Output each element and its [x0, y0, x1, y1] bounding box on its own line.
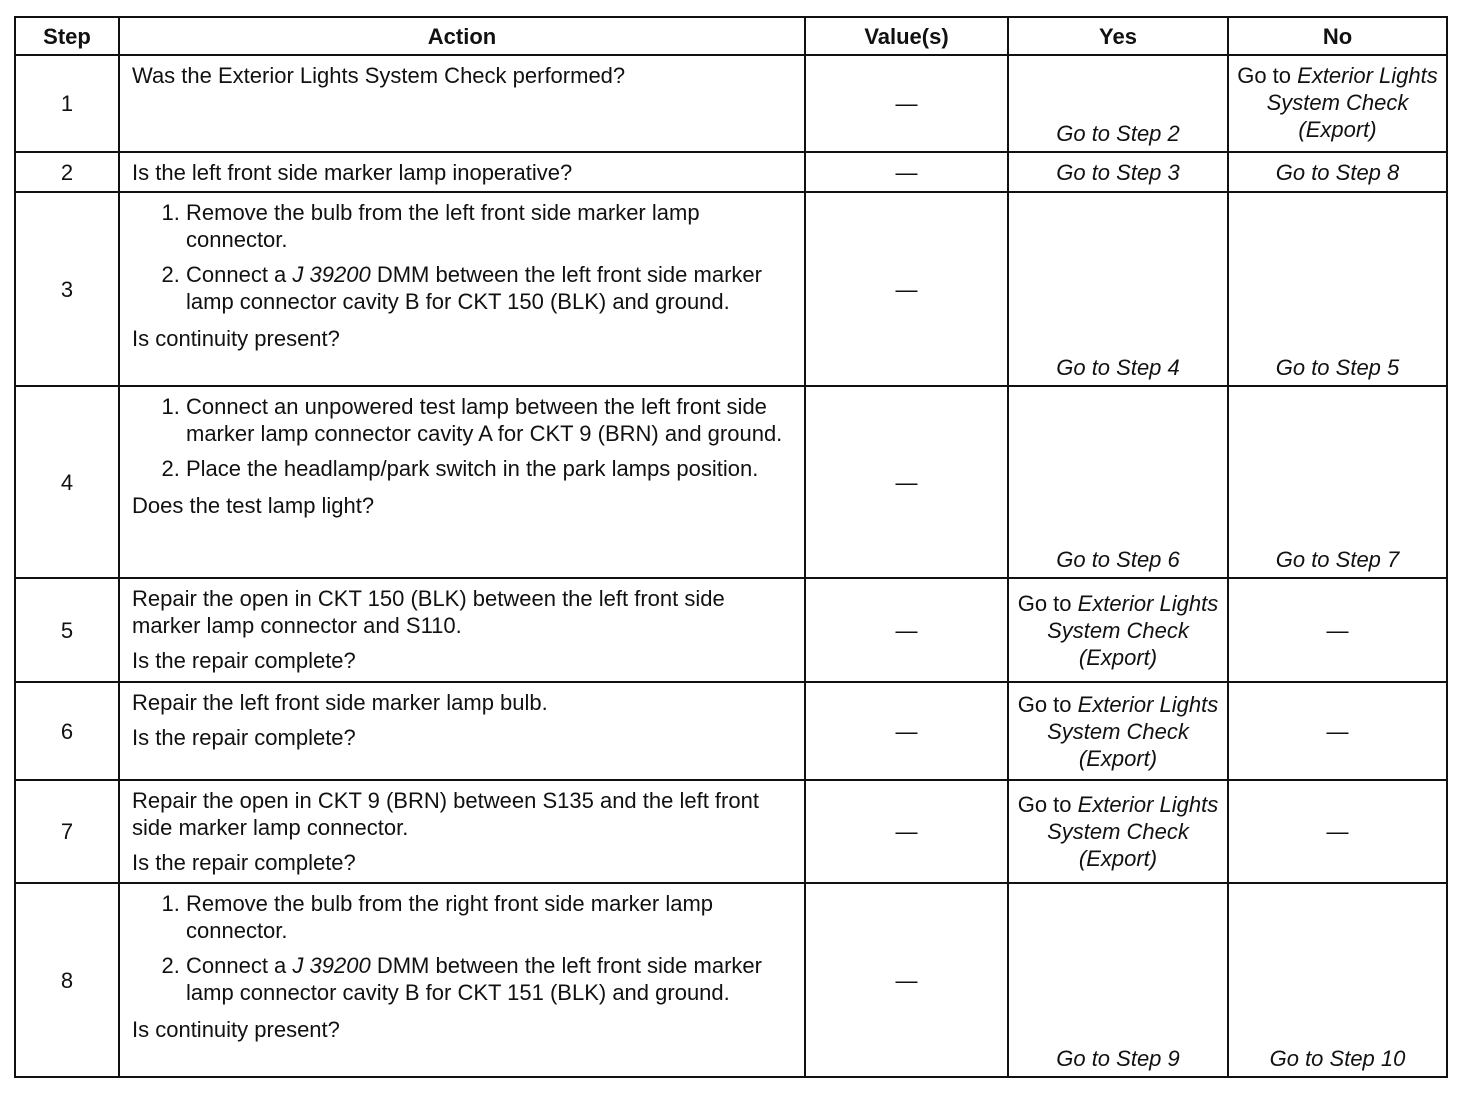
tool-reference: J 39200 [292, 262, 371, 287]
header-yes: Yes [1008, 17, 1228, 55]
no-cell: — [1228, 578, 1447, 682]
action-text: Repair the left front side marker lamp bulb. [132, 690, 548, 715]
action-question: Is the repair complete? [132, 850, 356, 875]
value-cell: — [805, 578, 1008, 682]
no-cell: — [1228, 682, 1447, 780]
no-link-target[interactable]: Exterior Lights System Check (Export) [1266, 63, 1438, 142]
no-link-prefix: Go to [1237, 63, 1298, 88]
header-no: No [1228, 17, 1447, 55]
table-row-step-6 [15, 682, 1447, 780]
step-number: 1 [15, 55, 119, 152]
yes-cell[interactable]: Go to Step 4 [1008, 192, 1228, 386]
no-cell[interactable] [1228, 55, 1447, 152]
yes-cell[interactable]: Go to Step 9 [1008, 883, 1228, 1077]
action-question: Is the repair complete? [132, 648, 356, 673]
value-cell: — [805, 883, 1008, 1077]
action-question: Is the repair complete? [132, 725, 356, 750]
instruction-item: 1. Remove the bulb from the left front side marker lamp connector. [186, 199, 794, 253]
yes-cell[interactable]: Go to Step 6 [1008, 386, 1228, 578]
instruction-item [186, 952, 794, 1006]
value-cell: — [805, 192, 1008, 386]
no-cell: — [1228, 780, 1447, 883]
yes-cell[interactable] [1008, 578, 1228, 682]
value-cell: — [805, 780, 1008, 883]
action-question: Is continuity present? [132, 1017, 340, 1042]
table-row-step-3 [15, 192, 1447, 386]
header-step: Step [15, 17, 119, 55]
yes-link-prefix: Go to [1017, 792, 1078, 817]
instruction-text: DMM between the left front side marker lamp connector cavity B for CKT 150 (BLK) and ground. [186, 262, 762, 314]
action-cell [119, 578, 805, 682]
table-row-step-1 [15, 55, 1447, 152]
instruction-list [132, 199, 794, 315]
action-question: Is the left front side marker lamp inoperative? [132, 159, 573, 185]
no-cell[interactable]: Go to Step 8 [1228, 152, 1447, 192]
header-row [15, 17, 1447, 55]
no-cell[interactable]: Go to Step 5 [1228, 192, 1447, 386]
action-cell [119, 152, 805, 192]
no-cell[interactable]: Go to Step 10 [1228, 883, 1447, 1077]
yes-cell[interactable]: Go to Step 3 [1008, 152, 1228, 192]
yes-cell[interactable] [1008, 780, 1228, 883]
step-number: 6 [15, 682, 119, 780]
header-values: Value(s) [805, 17, 1008, 55]
yes-cell[interactable]: Go to Step 2 [1008, 55, 1228, 152]
instruction-item: 1. Remove the bulb from the right front side marker lamp connector. [186, 890, 794, 944]
yes-cell[interactable] [1008, 682, 1228, 780]
action-question: Is continuity present? [132, 326, 340, 351]
instruction-list [132, 890, 794, 1006]
value-cell: — [805, 682, 1008, 780]
value-cell: — [805, 386, 1008, 578]
action-cell [119, 883, 805, 1077]
action-text: Repair the open in CKT 9 (BRN) between S135 and the left front side marker lamp connector. [132, 788, 759, 840]
no-cell[interactable]: Go to Step 7 [1228, 386, 1447, 578]
step-number: 5 [15, 578, 119, 682]
step-number: 3 [15, 192, 119, 386]
diagnostic-table [14, 16, 1448, 1078]
table-row-step-2 [15, 152, 1447, 192]
step-number: 4 [15, 386, 119, 578]
header-action: Action [119, 17, 805, 55]
action-text: Repair the open in CKT 150 (BLK) between the left front side marker lamp connector and S110. [132, 586, 725, 638]
instruction-item [186, 261, 794, 315]
action-question: Does the test lamp light? [132, 493, 375, 518]
yes-link-target[interactable]: Exterior Lights System Check (Export) [1047, 792, 1219, 871]
table-row-step-8 [15, 883, 1447, 1077]
step-number: 8 [15, 883, 119, 1077]
action-cell [119, 55, 805, 152]
instruction-text: Connect a [186, 953, 293, 978]
tool-reference: J 39200 [292, 953, 371, 978]
action-cell [119, 780, 805, 883]
yes-link-target[interactable]: Exterior Lights System Check (Export) [1047, 691, 1219, 771]
table-row-step-4 [15, 386, 1447, 578]
instruction-item: 2. Place the headlamp/park switch in the park lamps position. [186, 455, 794, 482]
table-row-step-5 [15, 578, 1447, 682]
instruction-text: DMM between the left front side marker lamp connector cavity B for CKT 151 (BLK) and ground. [186, 953, 762, 1005]
step-number: 7 [15, 780, 119, 883]
yes-link-target[interactable]: Exterior Lights System Check (Export) [1047, 590, 1219, 670]
action-cell [119, 386, 805, 578]
value-cell: — [805, 152, 1008, 192]
instruction-list [132, 393, 794, 482]
action-question: Was the Exterior Lights System Check performed? [132, 63, 626, 88]
action-cell [119, 192, 805, 386]
yes-link-prefix: Go to [1017, 691, 1078, 717]
instruction-text: Connect a [186, 262, 293, 287]
step-number: 2 [15, 152, 119, 192]
table-row-step-7 [15, 780, 1447, 883]
instruction-item: 1. Connect an unpowered test lamp between the left front side marker lamp connector cavity A for CKT 9 (BRN) and ground. [186, 393, 794, 447]
yes-link-prefix: Go to [1017, 590, 1078, 616]
action-cell [119, 682, 805, 780]
value-cell: — [805, 55, 1008, 152]
